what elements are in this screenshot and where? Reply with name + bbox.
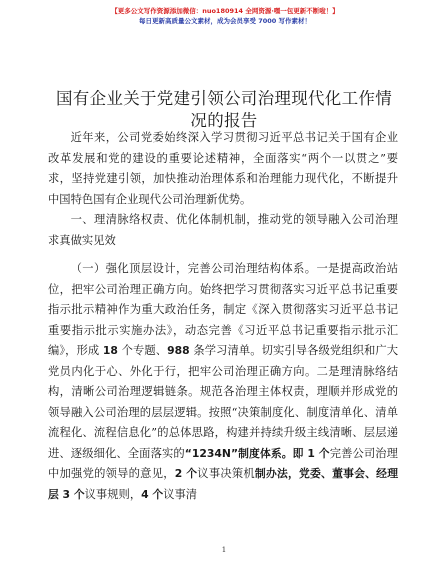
promo-line-2: 每日更新高质量公文素材，成为会员享受 7000 写作素材！: [138, 17, 312, 25]
intro-paragraph: 近年来，公司党委始终深入学习贯彻习近平总书记关于国有企业改革发展和党的建设的重要论述精神，全面落实“两个一以贯之”要求，坚持党建引领，加快推动治理体系和治理能力现代化，不断提升中国特色国有企业现代公司治理新优势。: [48, 131, 398, 206]
text-run: 个专题、: [117, 344, 168, 357]
body-paragraph-1: [48, 259, 398, 505]
text-run: 议事决策机: [197, 467, 255, 480]
promo-line-1: 【更多公文写作资源添加微信：nuo180914 全网资源·嘿一包更新不断啦！】: [111, 7, 339, 15]
text-run: （一）强化顶层设计，完善公司治理结构体系。一是提高政治站位，把牢公司治理正确方向。始终把学习贯彻落实习近平总书记重要指示批示精神作为重大政治任务，制定《深入贯彻落实习近平总书记重要指示批示实施办法》，动态完善《习近平总书记重要指示批示汇编》，形成: [48, 262, 398, 357]
page-number: 1: [221, 546, 227, 554]
bold-number: 18: [102, 344, 118, 357]
bold-text: “1234N”制度体系。即 1 个: [184, 446, 330, 460]
promo-banner: [100, 6, 350, 26]
text-run: 议事规则，: [84, 487, 142, 501]
section-heading-1: 一、理清脉络权责、优化体制机制，推动党的领导融入公司治理求真做实见效: [48, 213, 398, 247]
bold-number: 988: [167, 344, 190, 357]
document-title: 国有企业关于党建引领公司治理现代化工作情况的报告: [56, 89, 392, 130]
text-run: 条学习清单。切实引导各级党组织和广大党员内化于心、外化于行，把牢公司治理正确方向。二是理清脉络结构，清晰公司治理逻辑链条。规范各治理主体权责，理顺并形成党的领导融入公司治理的层层逻辑。按照“决策制度化、制度清单化、清单流程化、流程信息化”的总体思路，构建并持续升级主线清晰、层层递进、逐级细化、全面落实的: [48, 344, 398, 460]
bold-text: 4 个: [141, 487, 164, 501]
bold-text: 制办法，党委、董事会、经理层 3 个: [48, 467, 398, 501]
text-run: 完善公司治理中加强党的领导的意见，: [48, 446, 398, 480]
document-body: [48, 128, 398, 505]
bold-text: 2 个: [174, 467, 198, 480]
text-run: 议事清: [163, 487, 198, 501]
